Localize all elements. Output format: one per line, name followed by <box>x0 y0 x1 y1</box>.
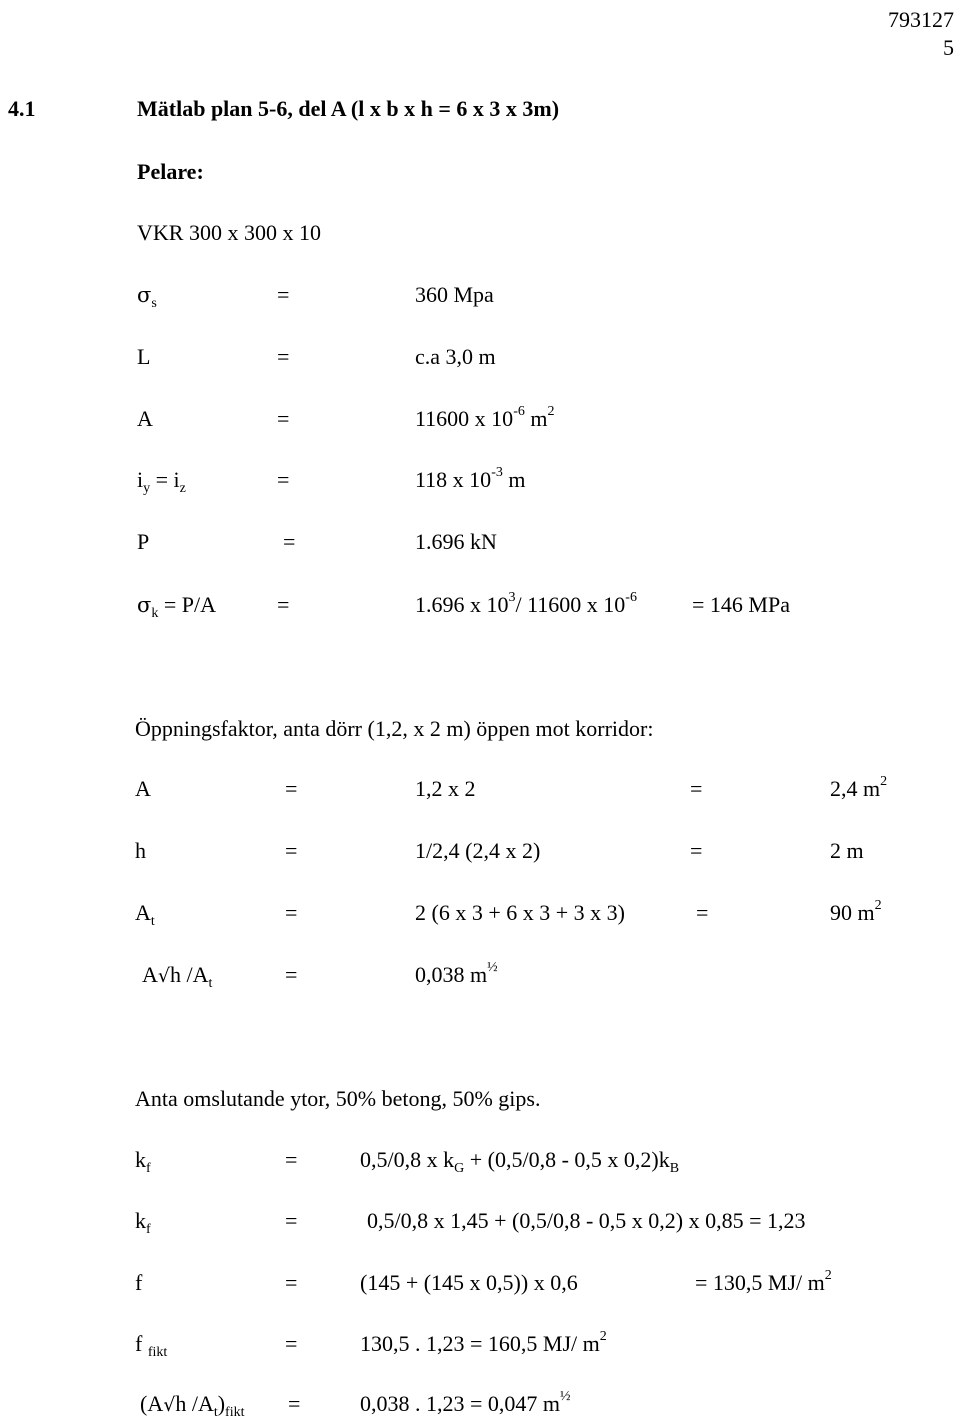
load-value: 1.696 kN <box>415 529 497 554</box>
length-value: c.a 3,0 m <box>415 344 496 369</box>
fire-load-symbol: f <box>135 1270 143 1295</box>
fire-load-result: = 130,5 MJ/ $m^2$ <box>695 1268 832 1295</box>
sigma-s-value: 360 Mpa <box>415 282 494 307</box>
opening-height-result: 2 m <box>830 838 864 863</box>
equals-sign: = <box>285 838 298 863</box>
sigma-s-symbol: $\sigma_s$ <box>137 283 157 311</box>
radius-value: 118 x $10^{-3}$ m <box>415 465 526 492</box>
pelare-heading: Pelare: <box>137 159 204 184</box>
equals-sign: = <box>285 1147 298 1172</box>
equals-sign: = <box>283 529 296 554</box>
opening-area-expression: 1,2 x 2 <box>415 776 476 801</box>
equals-sign: = <box>288 1391 301 1416</box>
sigma-k-symbol: $\sigma_k = P/A$ <box>137 592 216 621</box>
section-title: Mätlab plan 5-6, del A (l x b x h = 6 x 3 x 3m) <box>137 96 560 121</box>
sigma-k-expression: 1.696 x $10^3/$ 11600 x $10^{-6}$ <box>415 590 637 617</box>
equals-sign: = <box>285 1270 298 1295</box>
fictive-fire-load-value: 130,5 . 1,23 = 160,5 MJ/ $m^2$ <box>360 1329 607 1356</box>
fire-load-expression: (145 + (145 x 0,5)) x 0,6 <box>360 1270 578 1295</box>
fictive-opening-factor-value: 0,038 . 1,23 = 0,047 $m^{\frac{1}{2}}$ <box>360 1389 571 1416</box>
opening-factor-symbol: A√h $/A_t$ <box>142 962 213 991</box>
equals-sign: = <box>277 344 290 369</box>
section-number: 4.1 <box>8 96 36 121</box>
kf-value: 0,5/0,8 x 1,45 + (0,5/0,8 - 0,5 x 0,2) x 0,85 = 1,23 <box>367 1208 806 1233</box>
equals-sign: = <box>696 900 709 925</box>
total-area-symbol: $A_t$ <box>135 900 155 929</box>
load-symbol: P <box>137 529 150 554</box>
kf-symbol: $k_f$ <box>135 1147 151 1176</box>
opening-area-symbol: A <box>135 776 151 801</box>
fire-intro: Anta omslutande ytor, 50% betong, 50% gips. <box>135 1086 541 1111</box>
equals-sign: = <box>285 900 298 925</box>
total-area-expression: 2 (6 x 3 + 6 x 3 + 3 x 3) <box>415 900 625 925</box>
square-root-icon: √ <box>157 965 170 987</box>
kf-formula: 0,5/0,8 x $k_G + (0,5/0,8 - 0,5$ x $0,2)k_B$ <box>360 1147 680 1176</box>
profile-label: VKR 300 x 300 x 10 <box>137 220 321 245</box>
equals-sign: = <box>277 467 290 492</box>
total-area-result: 90 $m^2$ <box>830 898 882 925</box>
equals-sign: = <box>690 776 703 801</box>
equals-sign: = <box>277 592 290 617</box>
opening-height-symbol: h <box>135 838 146 863</box>
kf-symbol: $k_f$ <box>135 1208 151 1237</box>
equals-sign: = <box>285 962 298 987</box>
equals-sign: = <box>285 1208 298 1233</box>
equals-sign: = <box>277 282 290 307</box>
fictive-opening-factor-symbol: (A√h $/A_t)_{fikt}$ <box>140 1391 245 1420</box>
equals-sign: = <box>690 838 703 863</box>
length-symbol: L <box>137 344 151 369</box>
area-value: 11600 x $10^{-6}$ $m^2$ <box>415 404 555 431</box>
fictive-fire-load-symbol: f $_{fikt}$ <box>135 1331 168 1360</box>
document-number: 793127 <box>888 7 954 32</box>
sigma-k-result: = 146 MPa <box>692 592 790 617</box>
equals-sign: = <box>277 406 290 431</box>
opening-intro: Öppningsfaktor, anta dörr (1,2, x 2 m) öppen mot korridor: <box>135 716 654 741</box>
equals-sign: = <box>285 1331 298 1356</box>
page-header <box>888 6 954 62</box>
area-symbol: A <box>137 406 153 431</box>
opening-height-expression: 1/2,4 (2,4 x 2) <box>415 838 541 863</box>
opening-factor-value: 0,038 $m^{\frac{1}{2}}$ <box>415 960 498 987</box>
radius-symbol: $i_y = i_z$ <box>137 467 186 496</box>
page-number: 5 <box>943 35 954 60</box>
square-root-icon: √ <box>163 1394 176 1416</box>
equals-sign: = <box>285 776 298 801</box>
opening-area-result: 2,4 $m^2$ <box>830 774 888 801</box>
